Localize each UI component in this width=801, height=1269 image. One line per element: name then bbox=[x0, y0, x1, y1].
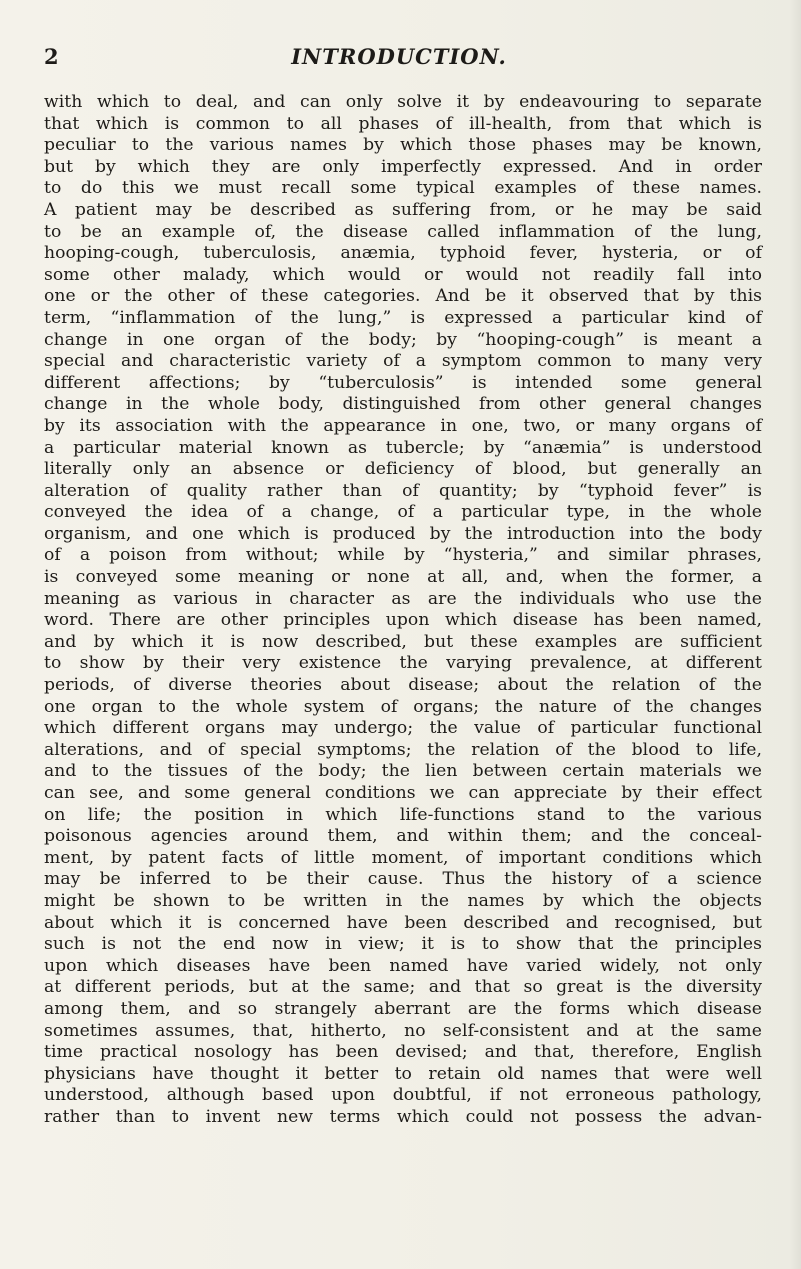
text-line: conveyed the idea of a change, of a particular type, in the whole bbox=[44, 502, 762, 523]
running-head: INTRODUCTION. bbox=[291, 44, 507, 69]
text-line: hooping-cough, tuberculosis, anæmia, typhoid fever, hysteria, or of bbox=[44, 243, 762, 264]
text-line: alteration of quality rather than of quantity; by “typhoid fever” is bbox=[44, 480, 762, 501]
text-line: that which is common to all phases of ill-health, from that which is bbox=[44, 113, 762, 134]
text-line: may be inferred to be their cause. Thus the history of a science bbox=[44, 869, 762, 890]
text-line: one organ to the whole system of organs; the nature of the changes bbox=[44, 696, 762, 717]
page-number: 2 bbox=[44, 44, 60, 69]
text-line: some other malady, which would or would not readily fall into bbox=[44, 264, 762, 285]
text-line: by its association with the appearance in one, two, or many organs of bbox=[44, 415, 762, 436]
text-line: to show by their very existence the varying prevalence, at different bbox=[44, 653, 762, 674]
text-line: can see, and some general conditions we can appreciate by their effect bbox=[44, 783, 762, 803]
text-line: sometimes assumes, that, hitherto, no self-consistent and at the same bbox=[44, 1020, 762, 1041]
text-line: to do this we must recall some typical examples of these names. bbox=[44, 178, 762, 199]
text-line: upon which diseases have been named have varied widely, not only bbox=[44, 955, 762, 976]
text-line: ment, by patent facts of little moment, of important conditions which bbox=[44, 847, 762, 868]
text-line: term, “inflammation of the lung,” is expressed a particular kind of bbox=[44, 307, 762, 328]
text-line: alterations, and of special symptoms; the relation of the blood to life, bbox=[44, 739, 762, 760]
text-line: a particular material known as tubercle; by “anæmia” is understood bbox=[44, 437, 762, 458]
text-line: rather than to invent new terms which could not possess the advan- bbox=[44, 1106, 762, 1127]
text-line: change in one organ of the body; by “hooping-cough” is meant a bbox=[44, 329, 762, 350]
text-line: with which to deal, and can only solve it by endeavouring to separate bbox=[44, 92, 762, 112]
page-header bbox=[44, 44, 754, 72]
text-line: on life; the position in which life-functions stand to the various bbox=[44, 804, 762, 825]
text-line: A patient may be described as suffering from, or he may be said bbox=[44, 199, 762, 220]
text-line: might be shown to be written in the names by which the objects bbox=[44, 890, 762, 911]
text-line: word. There are other principles upon which disease has been named, bbox=[44, 610, 762, 631]
text-line: and by which it is now described, but these examples are sufficient bbox=[44, 631, 762, 652]
text-line: literally only an absence or deficiency of blood, but generally an bbox=[44, 459, 762, 480]
text-line: is conveyed some meaning or none at all, and, when the former, a bbox=[44, 567, 762, 588]
text-line: but by which they are only imperfectly expressed. And in order bbox=[44, 156, 762, 177]
text-line: different affections; by “tuberculosis” is intended some general bbox=[44, 372, 762, 393]
text-line: special and characteristic variety of a symptom common to many very bbox=[44, 351, 762, 372]
body-text bbox=[44, 92, 762, 1129]
text-line: of a poison from without; while by “hysteria,” and similar phrases, bbox=[44, 545, 762, 566]
text-line: physicians have thought it better to retain old names that were well bbox=[44, 1063, 762, 1084]
text-line: one or the other of these categories. And be it observed that by this bbox=[44, 286, 762, 307]
text-line: poisonous agencies around them, and within them; and the conceal- bbox=[44, 826, 762, 847]
text-line: and to the tissues of the body; the lien between certain materials we bbox=[44, 761, 762, 782]
text-line: which different organs may undergo; the value of particular functional bbox=[44, 718, 762, 739]
text-line: among them, and so strangely aberrant are the forms which disease bbox=[44, 998, 762, 1019]
text-line: change in the whole body, distinguished from other general changes bbox=[44, 394, 762, 415]
text-line: about which it is concerned have been described and recognised, but bbox=[44, 912, 762, 933]
text-line: at different periods, but at the same; and that so great is the diversity bbox=[44, 977, 762, 998]
text-line: to be an example of, the disease called inflammation of the lung, bbox=[44, 221, 762, 242]
text-line: time practical nosology has been devised; and that, therefore, English bbox=[44, 1042, 762, 1063]
text-line: organism, and one which is produced by the introduction into the body bbox=[44, 523, 762, 544]
text-line: understood, although based upon doubtful, if not erroneous pathology, bbox=[44, 1085, 762, 1106]
text-line: such is not the end now in view; it is to show that the principles bbox=[44, 934, 762, 955]
text-line: peculiar to the various names by which those phases may be known, bbox=[44, 135, 762, 156]
text-line: periods, of diverse theories about disease; about the relation of the bbox=[44, 675, 762, 696]
text-line: meaning as various in character as are the individuals who use the bbox=[44, 588, 762, 609]
page-edge-shadow bbox=[789, 0, 801, 1269]
